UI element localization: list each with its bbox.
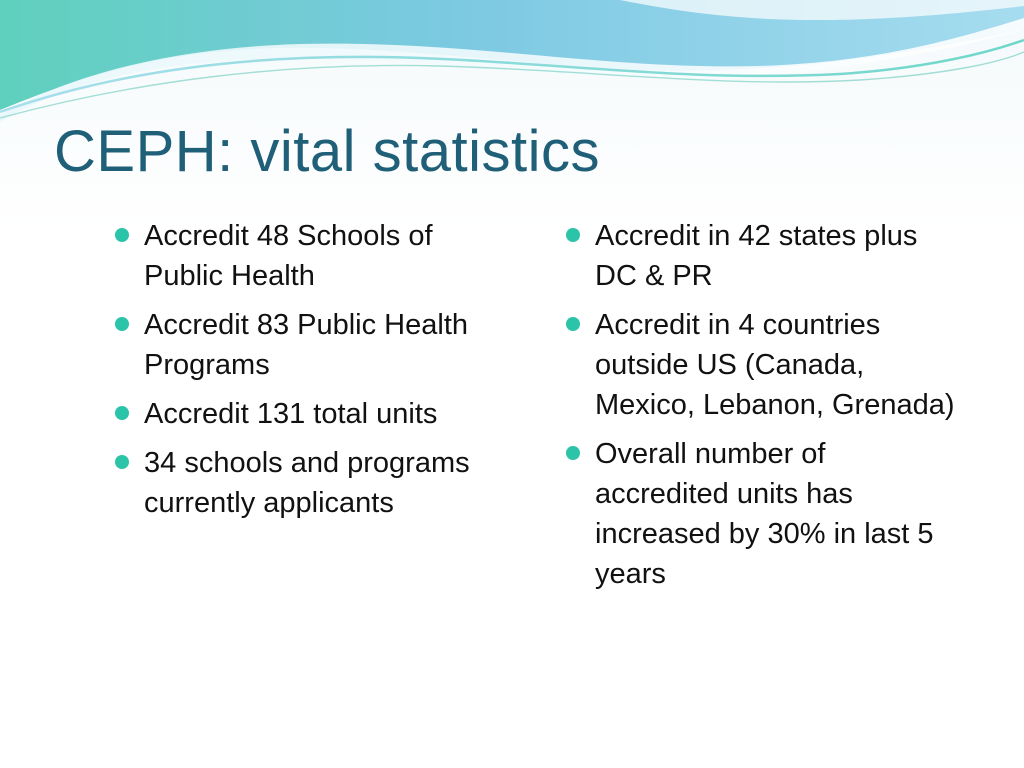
bullet-dot-icon — [115, 406, 129, 420]
header-wave-decoration — [0, 0, 1024, 130]
bullet-text: Accredit in 42 states plus DC & PR — [595, 220, 918, 292]
left-bullet-list — [115, 216, 515, 532]
list-item — [566, 216, 966, 296]
bullet-dot-icon — [566, 446, 580, 460]
list-item — [115, 443, 515, 523]
bullet-dot-icon — [566, 228, 580, 242]
bullet-text: Accredit in 4 countries outside US (Canada, Mexico, Lebanon, Grenada) — [595, 309, 955, 421]
page-title: CEPH: vital statistics — [54, 119, 600, 184]
bullet-dot-icon — [115, 455, 129, 469]
list-item — [115, 394, 515, 434]
right-bullet-list — [566, 216, 966, 603]
list-item — [566, 305, 966, 425]
bullet-text: Overall number of accredited units has increased by 30% in last 5 years — [595, 438, 934, 590]
bullet-text: Accredit 83 Public Health Programs — [144, 309, 468, 381]
list-item — [566, 434, 966, 594]
bullet-text: Accredit 131 total units — [144, 398, 438, 430]
bullet-text: 34 schools and programs currently applicants — [144, 447, 470, 519]
bullet-dot-icon — [115, 228, 129, 242]
bullet-dot-icon — [566, 317, 580, 331]
bullet-dot-icon — [115, 317, 129, 331]
list-item — [115, 305, 515, 385]
bullet-text: Accredit 48 Schools of Public Health — [144, 220, 433, 292]
list-item — [115, 216, 515, 296]
